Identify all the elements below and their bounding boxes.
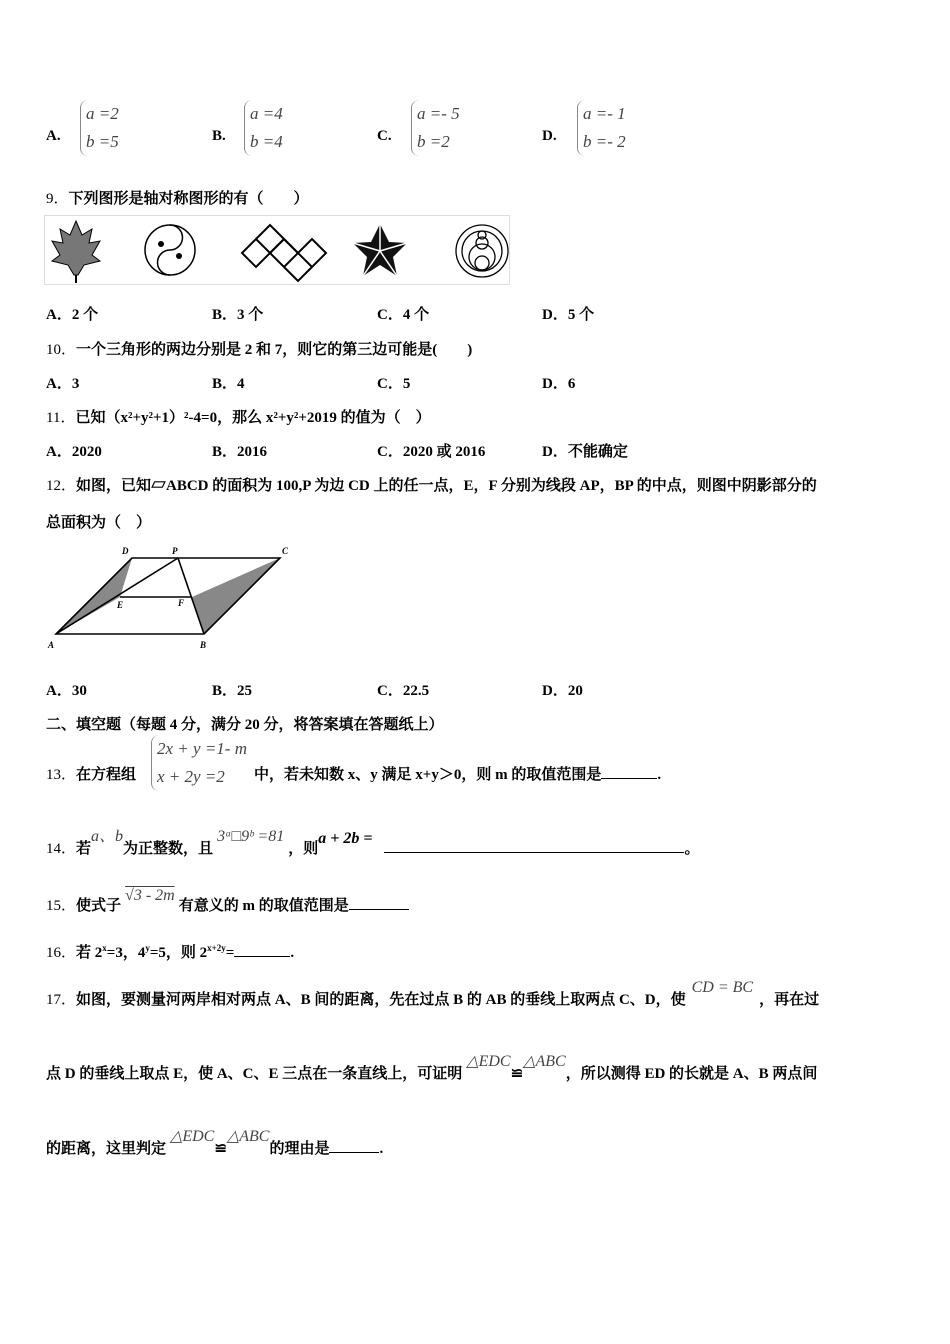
q-number: 11． [46,410,76,426]
q-number: 16． [46,945,77,961]
superscript: x+2y [207,943,226,953]
q-text: 。 [684,841,700,857]
q-text: 如图，已知▱ABCD 的面积为 100,P 为边 CD 上的任一点，E，F 分别为线段 AP，BP 的中点，则图中阴影部分的 [76,478,817,494]
eq: x + 2y =2 [157,767,225,786]
q-number: 15． [46,898,77,914]
q-text: . [379,1141,384,1157]
label-f: F [178,598,185,608]
q-text: = [225,945,235,961]
option-b[interactable]: B．2016 [212,444,268,460]
q-number: 9． [46,191,69,207]
eq: b =- 2 [583,132,626,151]
q8-option-d [577,100,626,156]
q17-line1 [46,979,820,1009]
q-text: ，所以测得 ED 的长就是 A、B 两点间 [565,1066,818,1082]
q8-option-b-label: B. [212,128,226,144]
q17-line3 [46,1128,384,1158]
q-text: 中，若未知数 x、y 满足 x+y＞0，则 m 的取值范围是 [254,767,602,783]
math-triangle-abc: △ABC [226,1128,270,1145]
option-c[interactable]: C．2020 或 2016 [377,444,486,460]
option-a[interactable]: A．2020 [46,444,102,460]
option-d[interactable]: D．20 [542,683,583,699]
eq: a =- 5 [417,104,460,123]
q-text: 如图，要测量河两岸相对两点 A、B 间的距离，先在过点 B 的 AB 的垂线上取两点 C、D，使 [76,992,686,1008]
q11-stem [46,406,431,427]
circles-figure [456,225,508,277]
eq: b =4 [250,132,283,151]
q-number: 13． [46,767,77,783]
figure-border [45,216,510,285]
math-ab: a、b [91,828,124,845]
q-text: 点 D 的垂线上取点 E，使 A、C、E 三点在一条直线上，可证明 [46,1066,463,1082]
answer-blank[interactable] [601,778,657,779]
q-text: . [657,767,662,783]
q-text: 已知（x²+y²+1）²-4=0，那么 x²+y²+2019 的值为（ ） [75,410,431,426]
eq: a =- 1 [583,104,626,123]
q-text: 的理由是 [269,1141,330,1157]
parallelogram-figure [44,542,294,654]
q-text: 若 2 [76,945,103,961]
shaded-triangle-right [192,558,280,634]
congruent-symbol: ≌ [214,1141,227,1157]
q-text: 为正整数，且 [123,841,214,857]
label-c: C [282,546,289,556]
math-triangle-edc: △EDC [170,1128,215,1145]
eq: a =2 [86,104,119,123]
q-number: 17． [46,992,77,1008]
eq: 2x + y =1- m [157,739,247,758]
option-c[interactable]: C．4 个 [377,307,430,323]
q-text: 的距离，这里判定 [46,1141,167,1157]
q8-option-a-label: A. [46,128,61,144]
math-sqrt-expression: √3 - 2m [125,887,175,904]
label-b: B [200,640,207,650]
q-number: 12． [46,478,77,494]
superscript: x [102,943,107,953]
label-p: P [172,546,178,556]
section-heading-fill-in: 二、填空题（每题 4 分，满分 20 分，将答案填在答题纸上） [46,717,444,733]
q15-stem [46,887,409,915]
q-text: 一个三角形的两边分别是 2 和 7，则它的第三边可能是( ) [76,342,473,358]
label-d: D [122,546,129,556]
q-number: 14． [46,841,77,857]
q14-stem [46,828,700,858]
q9-figures [44,215,510,285]
label-a: A [48,640,55,650]
q-text: =5，则 2 [149,945,208,961]
eq: b =2 [417,132,450,151]
yin-yang-figure [145,225,195,275]
congruent-symbol: ≌ [510,1066,524,1082]
eq: b =5 [86,132,119,151]
q8-option-a [80,100,119,156]
q13-stem [46,763,661,784]
superscript: y [145,943,150,953]
q-text: =3，4 [106,945,146,961]
q13-equation-system [151,735,247,791]
option-a[interactable]: A．3 [46,376,80,392]
answer-blank[interactable] [329,1152,379,1153]
q17-line2 [46,1053,818,1083]
q-text: ，再在过 [759,992,820,1008]
q8-option-d-label: D. [542,128,557,144]
q8-option-b [244,100,283,156]
q-text: ，则 [288,841,319,857]
q-text: 有意义的 m 的取值范围是 [178,898,349,914]
option-d[interactable]: D．6 [542,376,576,392]
q-text: 若 [76,841,92,857]
label-e: E [117,600,124,610]
answer-blank[interactable] [349,909,409,910]
q10-stem [46,338,472,359]
option-b[interactable]: B．25 [212,683,253,699]
q-number: 10． [46,342,77,358]
option-d[interactable]: D．5 个 [542,307,595,323]
option-c[interactable]: C．5 [377,376,411,392]
q-text: . [290,945,295,961]
star-flower-figure [353,224,407,276]
knot-figure [242,225,326,281]
math-triangle-edc: △EDC [466,1053,511,1070]
q16-stem [46,941,294,962]
option-a[interactable]: A．2 个 [46,307,99,323]
q9-stem [46,187,309,208]
q-text: 下列图形是轴对称图形的有（ ） [68,191,309,207]
q-text: 使式子 [76,898,122,914]
q12-stem-line2: 总面积为（ ） [46,515,152,531]
q8-option-c-label: C. [377,128,392,144]
option-b[interactable]: B．3 个 [212,307,264,323]
q12-stem-line1 [46,474,817,495]
q8-option-c [411,100,460,156]
math-triangle-abc: △ABC [523,1053,566,1070]
math-expression: a + 2b = [318,830,373,847]
option-d[interactable]: D．不能确定 [542,444,628,460]
maple-leaf-figure [52,221,100,283]
eq: a =4 [250,104,283,123]
answer-blank[interactable] [384,852,684,853]
math-cd-eq-bc: CD = BC [691,979,754,996]
option-a[interactable]: A．30 [46,683,87,699]
option-b[interactable]: B．4 [212,376,245,392]
answer-blank[interactable] [234,956,290,957]
option-c[interactable]: C．22.5 [377,683,430,699]
q-text: 在方程组 [76,767,137,783]
math-equation: 3ᵃ□9ᵇ =81 [217,828,285,845]
